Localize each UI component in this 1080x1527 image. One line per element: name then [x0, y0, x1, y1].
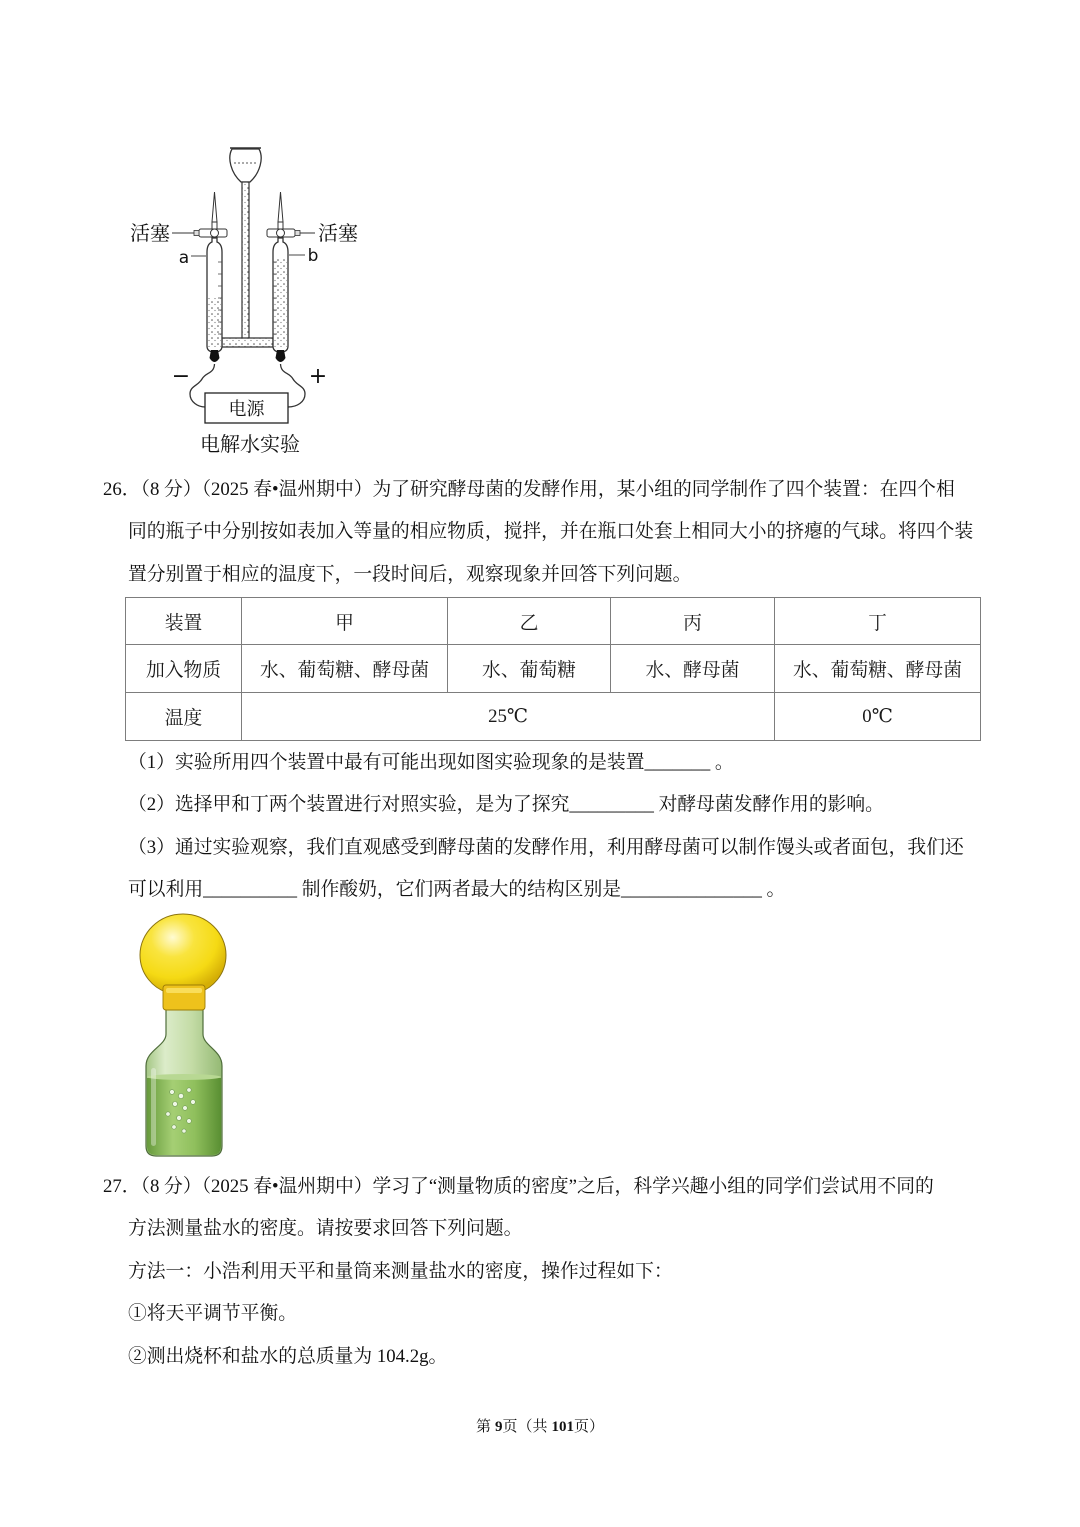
- question-27-line-3: 方法一：小浩利用天平和量筒来测量盐水的密度，操作过程如下：: [128, 1261, 673, 1282]
- liquid-surface: [147, 1074, 221, 1080]
- stopcock-right-valve: [277, 229, 285, 237]
- table-cell: 水、葡萄糖、酵母菌: [775, 645, 981, 693]
- question-26-line-1: 26．（8 分）（2025 春•温州期中）为了研究酵母菌的发酵作用，某小组的同学制作了四个装置：在四个相: [103, 479, 955, 500]
- stopcock-right-label: 活塞: [318, 221, 358, 245]
- table-cell: 25℃: [242, 693, 775, 741]
- tube-a-label: a: [178, 248, 190, 268]
- bubble: [173, 1102, 178, 1107]
- footer-text-middle: 页（共: [502, 1419, 548, 1435]
- bubble: [166, 1112, 170, 1116]
- balloon-neck-shine: [166, 988, 202, 993]
- table-row-substances: [126, 645, 981, 693]
- yeast-bottle-figure: [130, 910, 230, 1162]
- table-header-cell: 丙: [611, 598, 775, 645]
- bubble: [191, 1100, 196, 1105]
- table-header-row: [126, 598, 981, 645]
- stopcock-right-handle: [295, 231, 300, 236]
- question-27-step-1: ①将天平调节平衡。: [128, 1303, 298, 1324]
- footer-total-pages: 101: [551, 1419, 574, 1435]
- bubble: [187, 1088, 191, 1092]
- stopcock-left-valve: [211, 229, 219, 237]
- electrolysis-figure: [120, 135, 360, 460]
- positive-terminal-label: +: [308, 364, 328, 389]
- bubble: [177, 1116, 182, 1121]
- balloon: [140, 914, 226, 992]
- table-cell: 0℃: [775, 693, 981, 741]
- bubble: [178, 1093, 183, 1098]
- table-header-cell: 乙: [448, 598, 611, 645]
- negative-terminal-label: −: [171, 364, 191, 389]
- table-header-cell: 甲: [242, 598, 448, 645]
- connecting-tube: [222, 338, 273, 347]
- footer-page-number: 9: [494, 1419, 503, 1435]
- bubble: [187, 1119, 192, 1124]
- experiment-table: [125, 597, 981, 741]
- power-supply-label: 电源: [228, 399, 265, 420]
- bottle-highlight: [151, 1068, 156, 1146]
- table-cell: 水、酵母菌: [611, 645, 775, 693]
- tube-a-water: [208, 298, 221, 347]
- sub-question-1: （1）实验所用四个装置中最有可能出现如图实验现象的是装置_______ 。: [128, 752, 734, 773]
- question-27-line-2: 方法测量盐水的密度。请按要求回答下列问题。: [128, 1218, 523, 1239]
- middle-tube: [242, 182, 249, 340]
- sub-question-2: （2）选择甲和丁两个装置进行对照实验，是为了探究_________ 对酵母菌发酵作用的影响。: [128, 794, 884, 815]
- table-cell: 水、葡萄糖: [448, 645, 611, 693]
- table-cell: 加入物质: [126, 645, 242, 693]
- page-footer: [0, 1416, 1080, 1438]
- bottle-liquid: [147, 1076, 221, 1156]
- figure-caption: 电解水实验: [200, 432, 300, 456]
- table-cell: 温度: [126, 693, 242, 741]
- reservoir-bulb: [230, 149, 261, 182]
- bubble: [183, 1106, 188, 1111]
- tube-b-label: b: [307, 246, 319, 266]
- sub-question-3-line-1: （3）通过实验观察，我们直观感受到酵母菌的发酵作用，利用酵母菌可以制作馒头或者面包，我们还: [128, 837, 964, 858]
- table-header-cell: 装置: [126, 598, 242, 645]
- bubble: [172, 1125, 176, 1129]
- question-26-line-2: 同的瓶子中分别按如表加入等量的相应物质，搅拌，并在瓶口处套上相同大小的挤瘪的气球。将四个装: [128, 521, 974, 542]
- electrode-negative: [210, 350, 220, 362]
- stopcock-left-handle: [194, 231, 199, 236]
- stopcock-left-label: 活塞: [130, 221, 170, 245]
- table-header-cell: 丁: [775, 598, 981, 645]
- electrode-positive: [276, 350, 286, 362]
- question-27-step-2: ②测出烧杯和盐水的总质量为 104.2g。: [128, 1346, 448, 1367]
- tube-a-nozzle: [212, 192, 217, 222]
- bubble: [170, 1090, 175, 1095]
- table-row-temperature: [126, 693, 981, 741]
- sub-question-3-line-2: 可以利用__________ 制作酸奶，它们两者最大的结构区别是_______________ 。: [128, 879, 786, 900]
- bubble: [182, 1129, 186, 1133]
- table-cell: 水、葡萄糖、酵母菌: [242, 645, 448, 693]
- tube-b-nozzle: [278, 192, 283, 222]
- footer-text-before: 第: [475, 1419, 491, 1435]
- footer-text-after: 页）: [574, 1419, 605, 1435]
- question-26-line-3: 置分别置于相应的温度下，一段时间后，观察现象并回答下列问题。: [128, 564, 692, 585]
- question-27-line-1: 27．（8 分）（2025 春•温州期中）学习了“测量物质的密度”之后，科学兴趣小组的同学们尝试用不同的: [103, 1176, 934, 1197]
